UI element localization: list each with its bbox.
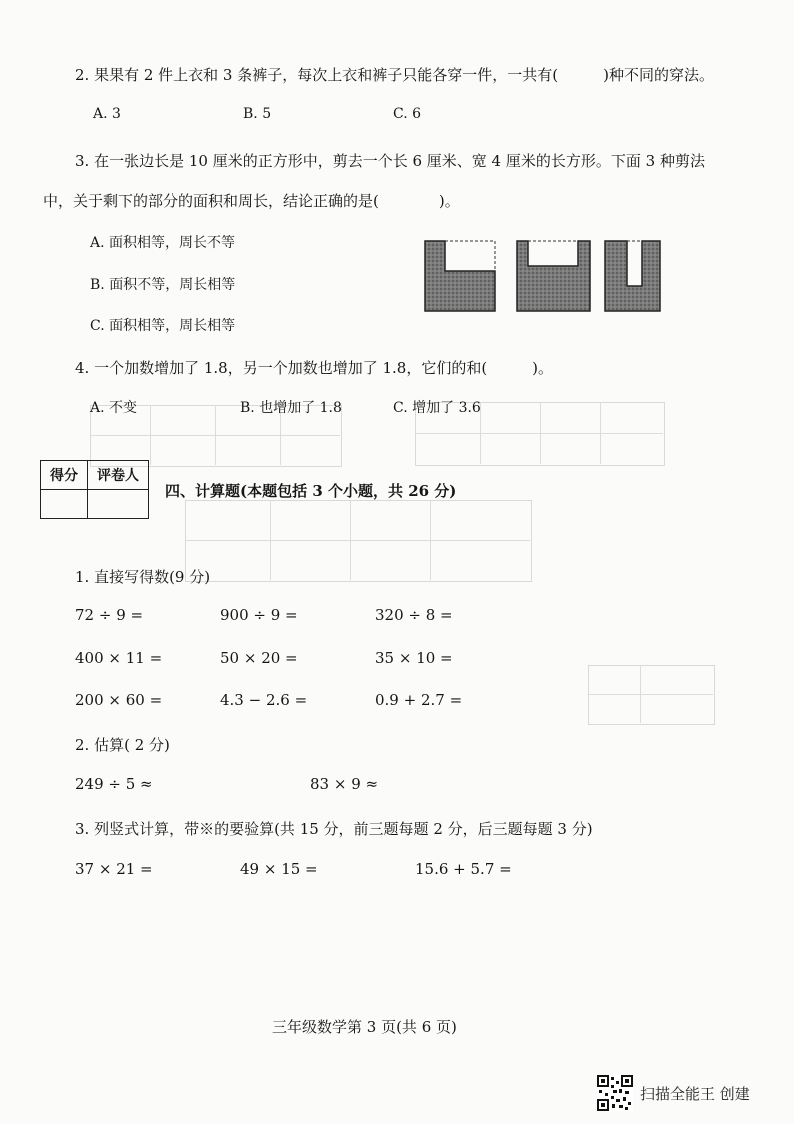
calc-item: 0.9 + 2.7 = [375, 691, 463, 709]
question-2-option-b[interactable]: B. 5 [243, 106, 272, 122]
section-4-title: 四、计算题(本题包括 3 个小题，共 26 分) [165, 482, 457, 500]
page-number: 三年级数学第 3 页(共 6 页) [272, 1018, 457, 1036]
question-4-option-a[interactable]: A. 不变 [90, 400, 138, 416]
score-cell[interactable] [41, 490, 88, 519]
question-3-option-b[interactable]: B. 面积不等，周长相等 [90, 277, 236, 293]
calc-item: 72 ÷ 9 = [75, 606, 144, 624]
cut-shape-1 [425, 241, 495, 311]
calc-item: 400 × 11 = [75, 649, 163, 667]
calc-item: 200 × 60 = [75, 691, 163, 709]
question-4-text: 4. 一个加数增加了 1.8，另一个加数也增加了 1.8，它们的和( )。 [75, 359, 554, 377]
calc-item: 320 ÷ 8 = [375, 606, 453, 624]
question-2-option-c[interactable]: C. 6 [393, 106, 422, 122]
question-4-option-b[interactable]: B. 也增加了 1.8 [240, 400, 342, 416]
scanner-watermark: 扫描全能王 创建 [640, 1085, 750, 1103]
question-2-text: 2. 果果有 2 件上衣和 3 条裤子，每次上衣和裤子只能各穿一件，一共有( )种不同的穿法。 [75, 66, 714, 84]
calc-item: 50 × 20 = [220, 649, 298, 667]
part-2-title: 2. 估算( 2 分) [75, 736, 170, 754]
score-label: 得分 [41, 461, 88, 490]
calc-item: 900 ÷ 9 = [220, 606, 298, 624]
vertical-calc-item: 37 × 21 = [75, 860, 153, 878]
question-2-option-a[interactable]: A. 3 [93, 106, 121, 122]
cut-shape-3 [605, 241, 660, 311]
grader-label: 评卷人 [88, 461, 149, 490]
estimate-item: 83 × 9 ≈ [310, 775, 379, 793]
question-3-line1: 3. 在一张边长是 10 厘米的正方形中，剪去一个长 6 厘米、宽 4 厘米的长方形。下面 3 种剪法 [75, 152, 705, 170]
estimate-item: 249 ÷ 5 ≈ [75, 775, 153, 793]
calc-item: 35 × 10 = [375, 649, 453, 667]
qr-code-icon [597, 1075, 633, 1111]
part-1-title: 1. 直接写得数(9 分) [75, 568, 211, 586]
cut-shapes-figure [420, 236, 665, 316]
cut-shape-2 [517, 241, 590, 311]
question-3-option-a[interactable]: A. 面积相等，周长不等 [90, 235, 236, 251]
calc-item: 4.3 − 2.6 = [220, 691, 308, 709]
question-4-option-c[interactable]: C. 增加了 3.6 [393, 400, 481, 416]
vertical-calc-item: 49 × 15 = [240, 860, 318, 878]
grader-cell[interactable] [88, 490, 149, 519]
vertical-calc-item: 15.6 + 5.7 = [415, 860, 512, 878]
score-box [40, 460, 149, 519]
question-3-option-c[interactable]: C. 面积相等，周长相等 [90, 318, 236, 334]
question-3-line2: 中，关于剩下的部分的面积和周长，结论正确的是( )。 [43, 192, 460, 210]
part-3-title: 3. 列竖式计算，带※的要验算(共 15 分，前三题每题 2 分，后三题每题 3 分) [75, 820, 593, 838]
